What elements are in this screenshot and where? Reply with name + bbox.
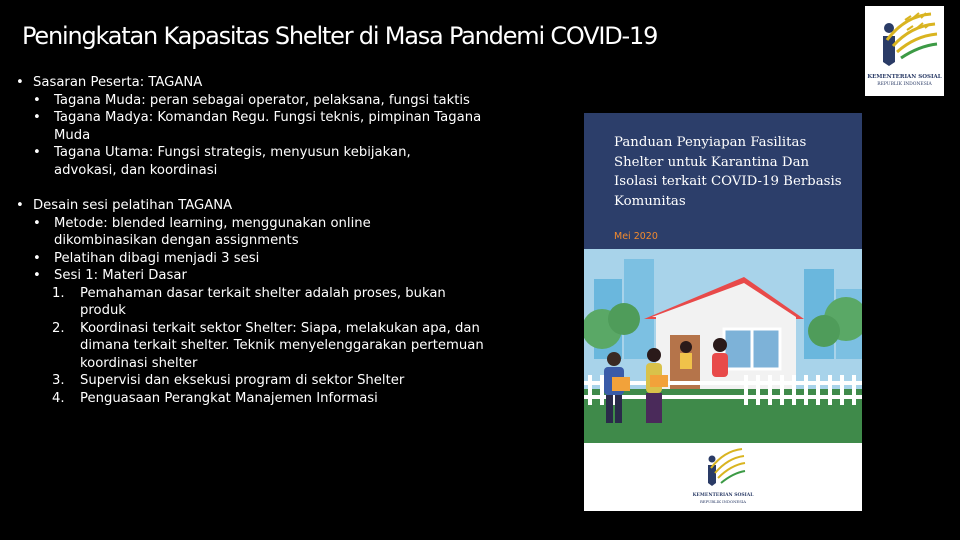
cover-footer-line2: REPUBLIK INDONESIA: [699, 499, 747, 504]
numbered-item: [54, 390, 574, 408]
item-number: 3.: [52, 373, 65, 388]
bullet: •: [33, 145, 41, 160]
section-desain: [14, 197, 574, 215]
list-item-text: Tagana Madya: Komandan Regu. Fungsi teknis, pimpinan Tagana Muda: [54, 110, 482, 143]
slide-body: [14, 74, 574, 407]
cover-illustration: [584, 249, 862, 449]
logo-text-line2: REPUBLIK INDONESIA: [877, 82, 932, 87]
bullet: •: [33, 215, 41, 231]
list-item: [30, 92, 574, 110]
list-item-text: Sesi 1: Materi Dasar: [54, 268, 187, 283]
list-item-text: Pelatihan dibagi menjadi 3 sesi: [54, 250, 260, 266]
list-item: [30, 109, 574, 144]
bullet: •: [16, 75, 24, 90]
list-item: [30, 144, 574, 179]
cover-title: Panduan Penyiapan Fasilitas Shelter untuk Karantina Dan Isolasi terkait COVID-19 Berbasis Komunitas: [614, 135, 842, 209]
numbered-item-text: Pemahaman dasar terkait shelter adalah proses, bukan produk: [80, 285, 446, 318]
book-cover-image: [584, 113, 862, 511]
list-item-text: Metode: blended learning, menggunakan online dikombinasikan dengan assignments: [54, 215, 371, 248]
cover-date: Mei 2020: [614, 231, 658, 242]
section-sasaran: [14, 74, 574, 92]
bullet: •: [33, 268, 41, 283]
logo-text-line1: KEMENTERIAN SOSIAL: [867, 74, 942, 80]
kemensos-emblem-icon: [865, 6, 944, 74]
bullet: •: [33, 250, 41, 266]
cover-footer: [584, 443, 862, 511]
item-number: 1.: [52, 285, 65, 301]
section-heading: Desain sesi pelatihan TAGANA: [33, 198, 233, 213]
numbered-item: [54, 372, 574, 390]
numbered-item: [54, 320, 574, 373]
list-item: [30, 250, 574, 268]
list-item: [30, 267, 574, 285]
item-number: 2.: [52, 320, 65, 336]
bullet: •: [16, 198, 24, 213]
list-item: [30, 215, 574, 250]
numbered-item-text: Supervisi dan eksekusi program di sektor Shelter: [80, 373, 405, 388]
bullet: •: [33, 92, 41, 108]
numbered-item-text: Penguasaan Perangkat Manajemen Informasi: [80, 390, 378, 406]
slide-title: Peningkatan Kapasitas Shelter di Masa Pandemi COVID-19: [22, 22, 658, 50]
numbered-item: [54, 285, 574, 320]
cover-footer-line1: KEMENTERIAN SOSIAL: [692, 493, 754, 498]
item-number: 4.: [52, 390, 65, 406]
list-item-text: Tagana Muda: peran sebagai operator, pelaksana, fungsi taktis: [54, 92, 470, 108]
section-heading: Sasaran Peserta: TAGANA: [33, 75, 203, 90]
numbered-item-text: Koordinasi terkait sektor Shelter: Siapa, melakukan apa, dan dimana terkait shelter. Teknik menyelenggarakan pertemuan koordinasi shelter: [80, 320, 484, 371]
bullet: •: [33, 110, 41, 125]
kemensos-logo: [865, 6, 944, 96]
list-item-text: Tagana Utama: Fungsi strategis, menyusun kebijakan, advokasi, dan koordinasi: [54, 145, 411, 178]
kemensos-emblem-icon: [584, 443, 862, 493]
